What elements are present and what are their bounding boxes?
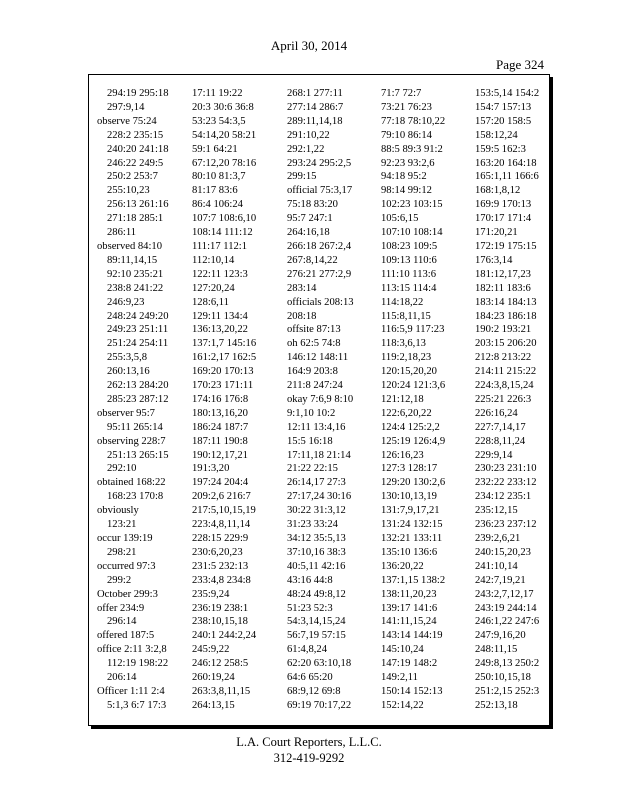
index-entry-line: observer 95:7: [97, 407, 155, 419]
index-entry-line: 9:1,10 10:2: [287, 407, 336, 419]
index-entry-line: 255:10,23: [107, 185, 150, 197]
index-entry-line: 121:12,18: [381, 393, 424, 405]
index-entry-line: Officer 1:11 2:4: [97, 685, 165, 697]
index-entry-line: 182:11 183:6: [475, 282, 531, 294]
index-entry-line: 129:11 134:4: [192, 310, 248, 322]
index-entry-line: 183:14 184:13: [475, 296, 537, 308]
index-entry-line: 187:11 190:8: [192, 435, 248, 447]
index-entry-line: 233:4,8 234:8: [192, 574, 251, 586]
index-entry-line: 206:14: [107, 672, 137, 684]
index-entry-line: 292:1,22: [287, 143, 325, 155]
index-entry-line: 112:19 198:22: [107, 658, 169, 670]
index-entry-line: 153:5,14 154:2: [475, 88, 540, 99]
index-entry-line: 203:15 206:20: [475, 338, 537, 350]
index-entry-line: 251:24 254:11: [107, 338, 169, 350]
index-entry-line: 81:17 83:6: [192, 185, 238, 197]
index-entry-line: 161:2,17 162:5: [192, 352, 257, 364]
index-entry-line: 225:21 226:3: [475, 393, 532, 405]
index-entry-line: 77:18 78:10,22: [381, 115, 446, 127]
index-entry-line: 255:3,5,8: [107, 352, 148, 364]
index-entry-line: 94:18 95:2: [381, 171, 427, 183]
index-entry-line: officials 208:13: [287, 296, 354, 308]
index-entry-line: 256:13 261:16: [107, 199, 169, 211]
index-entry-line: 242:7,19,21: [475, 574, 526, 586]
index-entry-line: 92:23 93:2,6: [381, 157, 435, 169]
index-column-4: [381, 87, 467, 713]
index-entry-line: 20:3 30:6 36:8: [192, 101, 254, 113]
index-entry-line: 123:21: [107, 519, 137, 531]
index-entry-line: 149:2,11: [381, 672, 418, 684]
index-column-3: [287, 87, 373, 713]
index-entry-line: offer 234:9: [97, 602, 145, 614]
index-entry-line: 5:1,3 6:7 17:3: [107, 699, 167, 711]
index-entry-line: 234:12 235:1: [475, 491, 532, 503]
index-entry-line: 143:14 144:19: [381, 630, 443, 642]
index-entry-line: 277:14 286:7: [287, 101, 344, 113]
index-entry-line: 291:10,22: [287, 129, 330, 141]
index-entry-line: 190:2 193:21: [475, 324, 532, 336]
index-entry-line: 267:8,14,22: [287, 254, 338, 266]
index-entry-line: 232:22 233:12: [475, 477, 537, 489]
index-entry-line: 266:18 267:2,4: [287, 240, 352, 252]
index-entry-line: observed 84:10: [97, 240, 163, 252]
index-entry-line: 230:23 231:10: [475, 463, 537, 475]
index-entry-line: 31:23 33:24: [287, 519, 338, 531]
index-entry-line: 228:15 229:9: [192, 533, 249, 544]
index-entry-line: 296:14: [107, 616, 137, 628]
index-entry-line: 53:23 54:3,5: [192, 115, 246, 127]
index-entry-line: 171:20,21: [475, 227, 518, 239]
index-entry-line: 292:10: [107, 463, 137, 475]
index-entry-line: 131:24 132:15: [381, 519, 443, 531]
index-entry-line: observe 75:24: [97, 115, 157, 127]
index-entry-line: 56:7,19 57:15: [287, 630, 346, 642]
index-entry-line: 59:1 64:21: [192, 143, 238, 155]
index-entry-line: 54:14,20 58:21: [192, 129, 257, 141]
index-entry-line: 285:23 287:12: [107, 393, 169, 405]
index-entry-line: 299:15: [287, 171, 317, 183]
index-entry-line: 51:23 52:3: [287, 602, 333, 614]
index-entry-line: 190:12,17,21: [192, 449, 248, 461]
index-entry-line: 169:20 170:13: [192, 366, 254, 378]
index-entry-line: 246:22 249:5: [107, 157, 164, 169]
document-date: April 30, 2014: [270, 38, 348, 53]
index-entry-line: 68:9,12 69:8: [287, 685, 341, 697]
index-entry-line: 150:14 152:13: [381, 685, 443, 697]
index-entry-line: 239:2,6,21: [475, 533, 521, 544]
index-entry-line: obtained 168:22: [97, 477, 166, 489]
index-entry-line: 262:13 284:20: [107, 380, 169, 392]
index-entry-line: 95:7 247:1: [287, 213, 333, 225]
index-entry-line: occurred 97:3: [97, 560, 156, 572]
index-entry-line: 247:9,16,20: [475, 630, 526, 642]
index-entry-line: 243:19 244:14: [475, 602, 537, 614]
index-entry-line: 208:18: [287, 310, 317, 322]
index-entry-line: 130:10,13,19: [381, 491, 437, 503]
index-entry-line: 209:2,6 216:7: [192, 491, 251, 503]
index-entry-line: 169:9 170:13: [475, 199, 532, 211]
index-entry-line: 34:12 35:5,13: [287, 533, 346, 544]
index-entry-line: 245:9,22: [192, 644, 230, 656]
index-entry-line: 107:10 108:14: [381, 227, 443, 239]
index-entry-line: 243:2,7,12,17: [475, 588, 534, 600]
index-entry-line: 289:11,14,18: [287, 115, 343, 127]
index-entry-line: 197:24 204:4: [192, 477, 249, 489]
index-column-5: [475, 87, 549, 713]
index-entry-line: 158:12,24: [475, 129, 518, 141]
index-entry-line: 235:12,15: [475, 505, 518, 517]
index-entry-line: 299:2: [107, 574, 132, 586]
index-entry-line: offered 187:5: [97, 630, 155, 642]
index-entry-line: 102:23 103:15: [381, 199, 443, 211]
index-entry-line: 115:8,11,15: [381, 310, 431, 322]
index-entry-line: office 2:11 3:2,8: [97, 644, 167, 656]
index-entry-line: 71:7 72:7: [381, 88, 422, 99]
index-entry-line: 163:20 164:18: [475, 157, 537, 169]
index-entry-line: 146:12 148:11: [287, 352, 349, 364]
word-index-box: [88, 74, 550, 726]
index-entry-line: 236:23 237:12: [475, 519, 537, 531]
index-entry-line: 293:24 295:2,5: [287, 157, 352, 169]
index-entry-line: 120:15,20,20: [381, 366, 437, 378]
index-entry-line: 111:10 113:6: [381, 268, 437, 280]
index-column-1: [97, 87, 183, 713]
index-entry-line: 79:10 86:14: [381, 129, 432, 141]
index-entry-line: 113:15 114:4: [381, 282, 437, 294]
index-entry-line: 61:4,8,24: [287, 644, 328, 656]
footer-phone: 312-419-9292: [273, 751, 345, 765]
index-entry-line: 252:13,18: [475, 699, 518, 711]
index-entry-line: 268:1 277:11: [287, 88, 343, 99]
index-entry-line: 105:6,15: [381, 213, 419, 225]
index-entry-line: 62:20 63:10,18: [287, 658, 352, 670]
index-entry-line: 129:20 130:2,6: [381, 477, 446, 489]
index-column-2: [192, 87, 278, 713]
index-entry-line: 238:8 241:22: [107, 282, 164, 294]
index-entry-line: 137:1,7 145:16: [192, 338, 257, 350]
index-entry-line: 126:16,23: [381, 449, 424, 461]
index-entry-line: 264:13,15: [192, 699, 235, 711]
index-entry-line: 37:10,16 38:3: [287, 546, 346, 558]
index-entry-line: 240:1 244:2,24: [192, 630, 257, 642]
index-entry-line: 125:19 126:4,9: [381, 435, 446, 447]
index-entry-line: 228:8,11,24: [475, 435, 526, 447]
index-entry-line: 127:3 128:17: [381, 463, 438, 475]
index-entry-line: 40:5,11 42:16: [287, 560, 346, 572]
index-entry-line: 73:21 76:23: [381, 101, 432, 113]
index-entry-line: 127:20,24: [192, 282, 235, 294]
index-entry-line: 298:21: [107, 546, 137, 558]
index-entry-line: 214:11 215:22: [475, 366, 537, 378]
index-entry-line: 294:19 295:18: [107, 88, 169, 99]
index-entry-line: 250:10,15,18: [475, 672, 531, 684]
index-entry-line: 229:9,14: [475, 449, 513, 461]
index-entry-line: 114:18,22: [381, 296, 424, 308]
index-entry-line: 217:5,10,15,19: [192, 505, 256, 517]
index-entry-line: 48:24 49:8,12: [287, 588, 346, 600]
index-entry-line: occur 139:19: [97, 533, 153, 544]
index-entry-line: 212:8 213:22: [475, 352, 532, 364]
index-entry-line: 95:11 265:14: [107, 421, 163, 433]
index-entry-line: 165:1,11 166:6: [475, 171, 539, 183]
index-entry-line: observing 228:7: [97, 435, 166, 447]
index-entry-line: 136:20,22: [381, 560, 424, 572]
index-entry-line: 170:17 171:4: [475, 213, 532, 225]
index-entry-line: 180:13,16,20: [192, 407, 248, 419]
index-entry-line: 122:11 123:3: [192, 268, 248, 280]
index-entry-line: 226:16,24: [475, 407, 518, 419]
index-entry-line: 236:19 238:1: [192, 602, 249, 614]
index-entry-line: 21:22 22:15: [287, 463, 338, 475]
index-entry-line: 230:6,20,23: [192, 546, 243, 558]
index-entry-line: 172:19 175:15: [475, 240, 537, 252]
index-entry-line: 139:17 141:6: [381, 602, 438, 614]
index-entry-line: 128:6,11: [192, 296, 229, 308]
index-entry-line: 271:18 285:1: [107, 213, 164, 225]
index-entry-line: 250:2 253:7: [107, 171, 158, 183]
index-entry-line: 157:20 158:5: [475, 115, 532, 127]
index-entry-line: 135:10 136:6: [381, 546, 438, 558]
index-entry-line: 108:14 111:12: [192, 227, 253, 239]
page-number: Page 324: [496, 57, 545, 72]
index-entry-line: 67:12,20 78:16: [192, 157, 257, 169]
index-entry-line: okay 7:6,9 8:10: [287, 393, 354, 405]
index-entry-line: 246:12 258:5: [192, 658, 249, 670]
index-entry-line: 43:16 44:8: [287, 574, 333, 586]
index-entry-line: 297:9,14: [107, 101, 145, 113]
index-entry-line: 231:5 232:13: [192, 560, 249, 572]
index-entry-line: 154:7 157:13: [475, 101, 532, 113]
index-entry-line: 223:4,8,11,14: [192, 519, 251, 531]
index-entry-line: 240:15,20,23: [475, 546, 531, 558]
index-entry-line: 54:3,14,15,24: [287, 616, 346, 628]
index-entry-line: 131:7,9,17,21: [381, 505, 440, 517]
index-entry-line: 181:12,17,23: [475, 268, 531, 280]
index-entry-line: 168:1,8,12: [475, 185, 521, 197]
index-entry-line: 159:5 162:3: [475, 143, 526, 155]
index-entry-line: 141:11,15,24: [381, 616, 437, 628]
index-entry-line: 92:10 235:21: [107, 268, 164, 280]
index-entry-line: 119:2,18,23: [381, 352, 432, 364]
index-entry-line: 224:3,8,15,24: [475, 380, 534, 392]
index-entry-line: 228:2 235:15: [107, 129, 164, 141]
index-entry-line: 152:14,22: [381, 699, 424, 711]
index-entry-line: 147:19 148:2: [381, 658, 438, 670]
index-entry-line: 240:20 241:18: [107, 143, 169, 155]
index-entry-line: 174:16 176:8: [192, 393, 249, 405]
index-entry-line: 98:14 99:12: [381, 185, 432, 197]
index-entry-line: 251:13 265:15: [107, 449, 169, 461]
index-entry-line: 238:10,15,18: [192, 616, 248, 628]
index-entry-line: 88:5 89:3 91:2: [381, 143, 443, 155]
index-entry-line: 260:13,16: [107, 366, 150, 378]
index-entry-line: 69:19 70:17,22: [287, 699, 352, 711]
index-entry-line: 260:19,24: [192, 672, 235, 684]
index-entry-line: 227:7,14,17: [475, 421, 526, 433]
index-entry-line: 248:24 249:20: [107, 310, 169, 322]
index-entry-line: 184:23 186:18: [475, 310, 537, 322]
index-entry-line: 118:3,6,13: [381, 338, 426, 350]
index-entry-line: 12:11 13:4,16: [287, 421, 346, 433]
index-entry-line: obviously: [97, 505, 139, 517]
index-entry-line: 107:7 108:6,10: [192, 213, 257, 225]
footer-company: L.A. Court Reporters, L.L.C.: [236, 735, 382, 749]
index-entry-line: 138:11,20,23: [381, 588, 437, 600]
index-entry-line: 132:21 133:11: [381, 533, 443, 544]
index-entry-line: 124:4 125:2,2: [381, 421, 440, 433]
index-entry-line: 251:2,15 252:3: [475, 685, 540, 697]
index-entry-line: 246:9,23: [107, 296, 145, 308]
index-entry-line: 170:23 171:11: [192, 380, 254, 392]
index-entry-line: 286:11: [107, 227, 137, 239]
index-entry-line: 109:13 110:6: [381, 254, 437, 266]
index-entry-line: 264:16,18: [287, 227, 330, 239]
index-entry-line: 176:3,14: [475, 254, 513, 266]
index-entry-line: 116:5,9 117:23: [381, 324, 445, 336]
index-entry-line: 137:1,15 138:2: [381, 574, 446, 586]
index-entry-line: official 75:3,17: [287, 185, 353, 197]
index-entry-line: 283:14: [287, 282, 317, 294]
index-entry-line: 108:23 109:5: [381, 240, 438, 252]
index-entry-line: 112:10,14: [192, 254, 235, 266]
index-entry-line: 17:11,18 21:14: [287, 449, 351, 461]
index-entry-line: 136:13,20,22: [192, 324, 248, 336]
index-entry-line: 17:11 19:22: [192, 88, 243, 99]
index-entry-line: 263:3,8,11,15: [192, 685, 251, 697]
index-entry-line: 246:1,22 247:6: [475, 616, 540, 628]
index-entry-line: 249:8,13 250:2: [475, 658, 540, 670]
index-entry-line: 248:11,15: [475, 644, 518, 656]
index-entry-line: offsite 87:13: [287, 324, 341, 336]
index-entry-line: 164:9 203:8: [287, 366, 338, 378]
index-entry-line: 249:23 251:11: [107, 324, 169, 336]
index-entry-line: 120:24 121:3,6: [381, 380, 446, 392]
index-entry-line: 186:24 187:7: [192, 421, 249, 433]
index-entry-line: 27:17,24 30:16: [287, 491, 352, 503]
index-entry-line: oh 62:5 74:8: [287, 338, 341, 350]
index-entry-line: 30:22 31:3,12: [287, 505, 346, 517]
index-entry-line: 75:18 83:20: [287, 199, 338, 211]
index-entry-line: 145:10,24: [381, 644, 424, 656]
index-entry-line: 15:5 16:18: [287, 435, 333, 447]
index-entry-line: 168:23 170:8: [107, 491, 164, 503]
index-entry-line: 89:11,14,15: [107, 254, 158, 266]
index-entry-line: 111:17 112:1: [192, 240, 248, 252]
index-entry-line: 276:21 277:2,9: [287, 268, 352, 280]
index-entry-line: 80:10 81:3,7: [192, 171, 246, 183]
index-entry-line: 191:3,20: [192, 463, 230, 475]
index-entry-line: 86:4 106:24: [192, 199, 243, 211]
index-entry-line: 211:8 247:24: [287, 380, 343, 392]
index-entry-line: October 299:3: [97, 588, 158, 600]
index-entry-line: 241:10,14: [475, 560, 518, 572]
index-entry-line: 122:6,20,22: [381, 407, 432, 419]
index-entry-line: 235:9,24: [192, 588, 230, 600]
index-entry-line: 64:6 65:20: [287, 672, 333, 684]
index-entry-line: 26:14,17 27:3: [287, 477, 346, 489]
